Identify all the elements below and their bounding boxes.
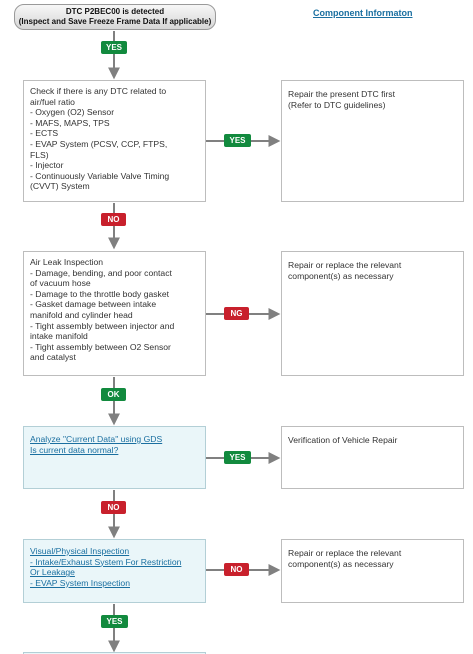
step1-line: - Injector	[30, 160, 64, 171]
start-title: DTC P2BEC00 is detected	[65, 7, 165, 16]
step1-line: Check if there is any DTC related to	[30, 86, 167, 96]
start-node	[14, 4, 216, 30]
result1-box	[281, 80, 464, 202]
no-badge-step3: NO	[101, 501, 126, 514]
step2-line: Air Leak Inspection	[30, 257, 104, 267]
start-subtitle: (Inspect and Save Freeze Frame Data If applicable)	[18, 17, 212, 26]
result2-line: Repair or replace the relevant	[288, 260, 402, 270]
evap-inspection-link[interactable]: - EVAP System Inspection	[30, 577, 130, 588]
step2-line: manifold and cylinder head	[30, 309, 133, 320]
step2-line: - Damage, bending, and poor contact	[30, 267, 172, 278]
step1-line: - EVAP System (PCSV, CCP, FTPS,	[30, 138, 168, 149]
yes-badge-step4: YES	[101, 615, 128, 628]
step2-line: - Gasket damage between intake	[30, 299, 157, 310]
ng-badge-step2: NG	[224, 307, 249, 320]
result4-box	[281, 539, 464, 603]
step1-line: air/fuel ratio	[30, 96, 75, 107]
step2-line: - Damage to the throttle body gasket	[30, 288, 170, 299]
yes-badge-step1: YES	[224, 134, 251, 147]
result3-box	[281, 426, 464, 489]
no-badge-step4: NO	[224, 563, 249, 576]
step1-line: - ECTS	[30, 128, 59, 139]
step1-line: - Oxygen (O2) Sensor	[30, 107, 115, 118]
step1-line: FLS)	[30, 149, 49, 160]
ok-badge-step2: OK	[101, 388, 126, 401]
current-data-normal-link[interactable]: Is current data normal?	[30, 444, 119, 455]
step2-line: - Tight assembly between injector and	[30, 320, 175, 331]
result4-line: component(s) as necessary	[288, 558, 394, 569]
yes-badge-start: YES	[101, 41, 127, 54]
step2-line: - Tight assembly between O2 Sensor	[30, 341, 171, 352]
intake-exhaust-link-cont[interactable]: Or Leakage	[30, 567, 75, 578]
result2-line: component(s) as necessary	[288, 270, 394, 281]
result4-line: Repair or replace the relevant	[288, 548, 402, 558]
result1-line: (Refer to DTC guidelines)	[288, 99, 386, 110]
step2-air-leak-box	[23, 251, 206, 376]
result1-line: Repair the present DTC first	[288, 89, 395, 99]
result3-line: Verification of Vehicle Repair	[288, 435, 398, 445]
step3-current-data-box	[23, 426, 206, 489]
visual-inspection-link[interactable]: Visual/Physical Inspection	[30, 546, 130, 556]
step1-line: - Continuously Variable Valve Timing	[30, 170, 170, 181]
intake-exhaust-link[interactable]: - Intake/Exhaust System For Restriction	[30, 556, 182, 567]
step1-line: - MAFS, MAPS, TPS	[30, 117, 110, 128]
component-information-link[interactable]: Component Informaton	[313, 8, 413, 18]
step2-line: of vacuum hose	[30, 278, 91, 289]
analyze-current-data-link[interactable]: Analyze "Current Data" using GDS	[30, 434, 163, 444]
yes-badge-step3: YES	[224, 451, 251, 464]
step1-dtc-check-box	[23, 80, 206, 202]
step2-line: and catalyst	[30, 352, 76, 363]
step1-line: (CVVT) System	[30, 181, 90, 192]
result2-box	[281, 251, 464, 376]
step4-visual-inspection-box	[23, 539, 206, 603]
no-badge-step1: NO	[101, 213, 126, 226]
step2-line: intake manifold	[30, 331, 88, 342]
